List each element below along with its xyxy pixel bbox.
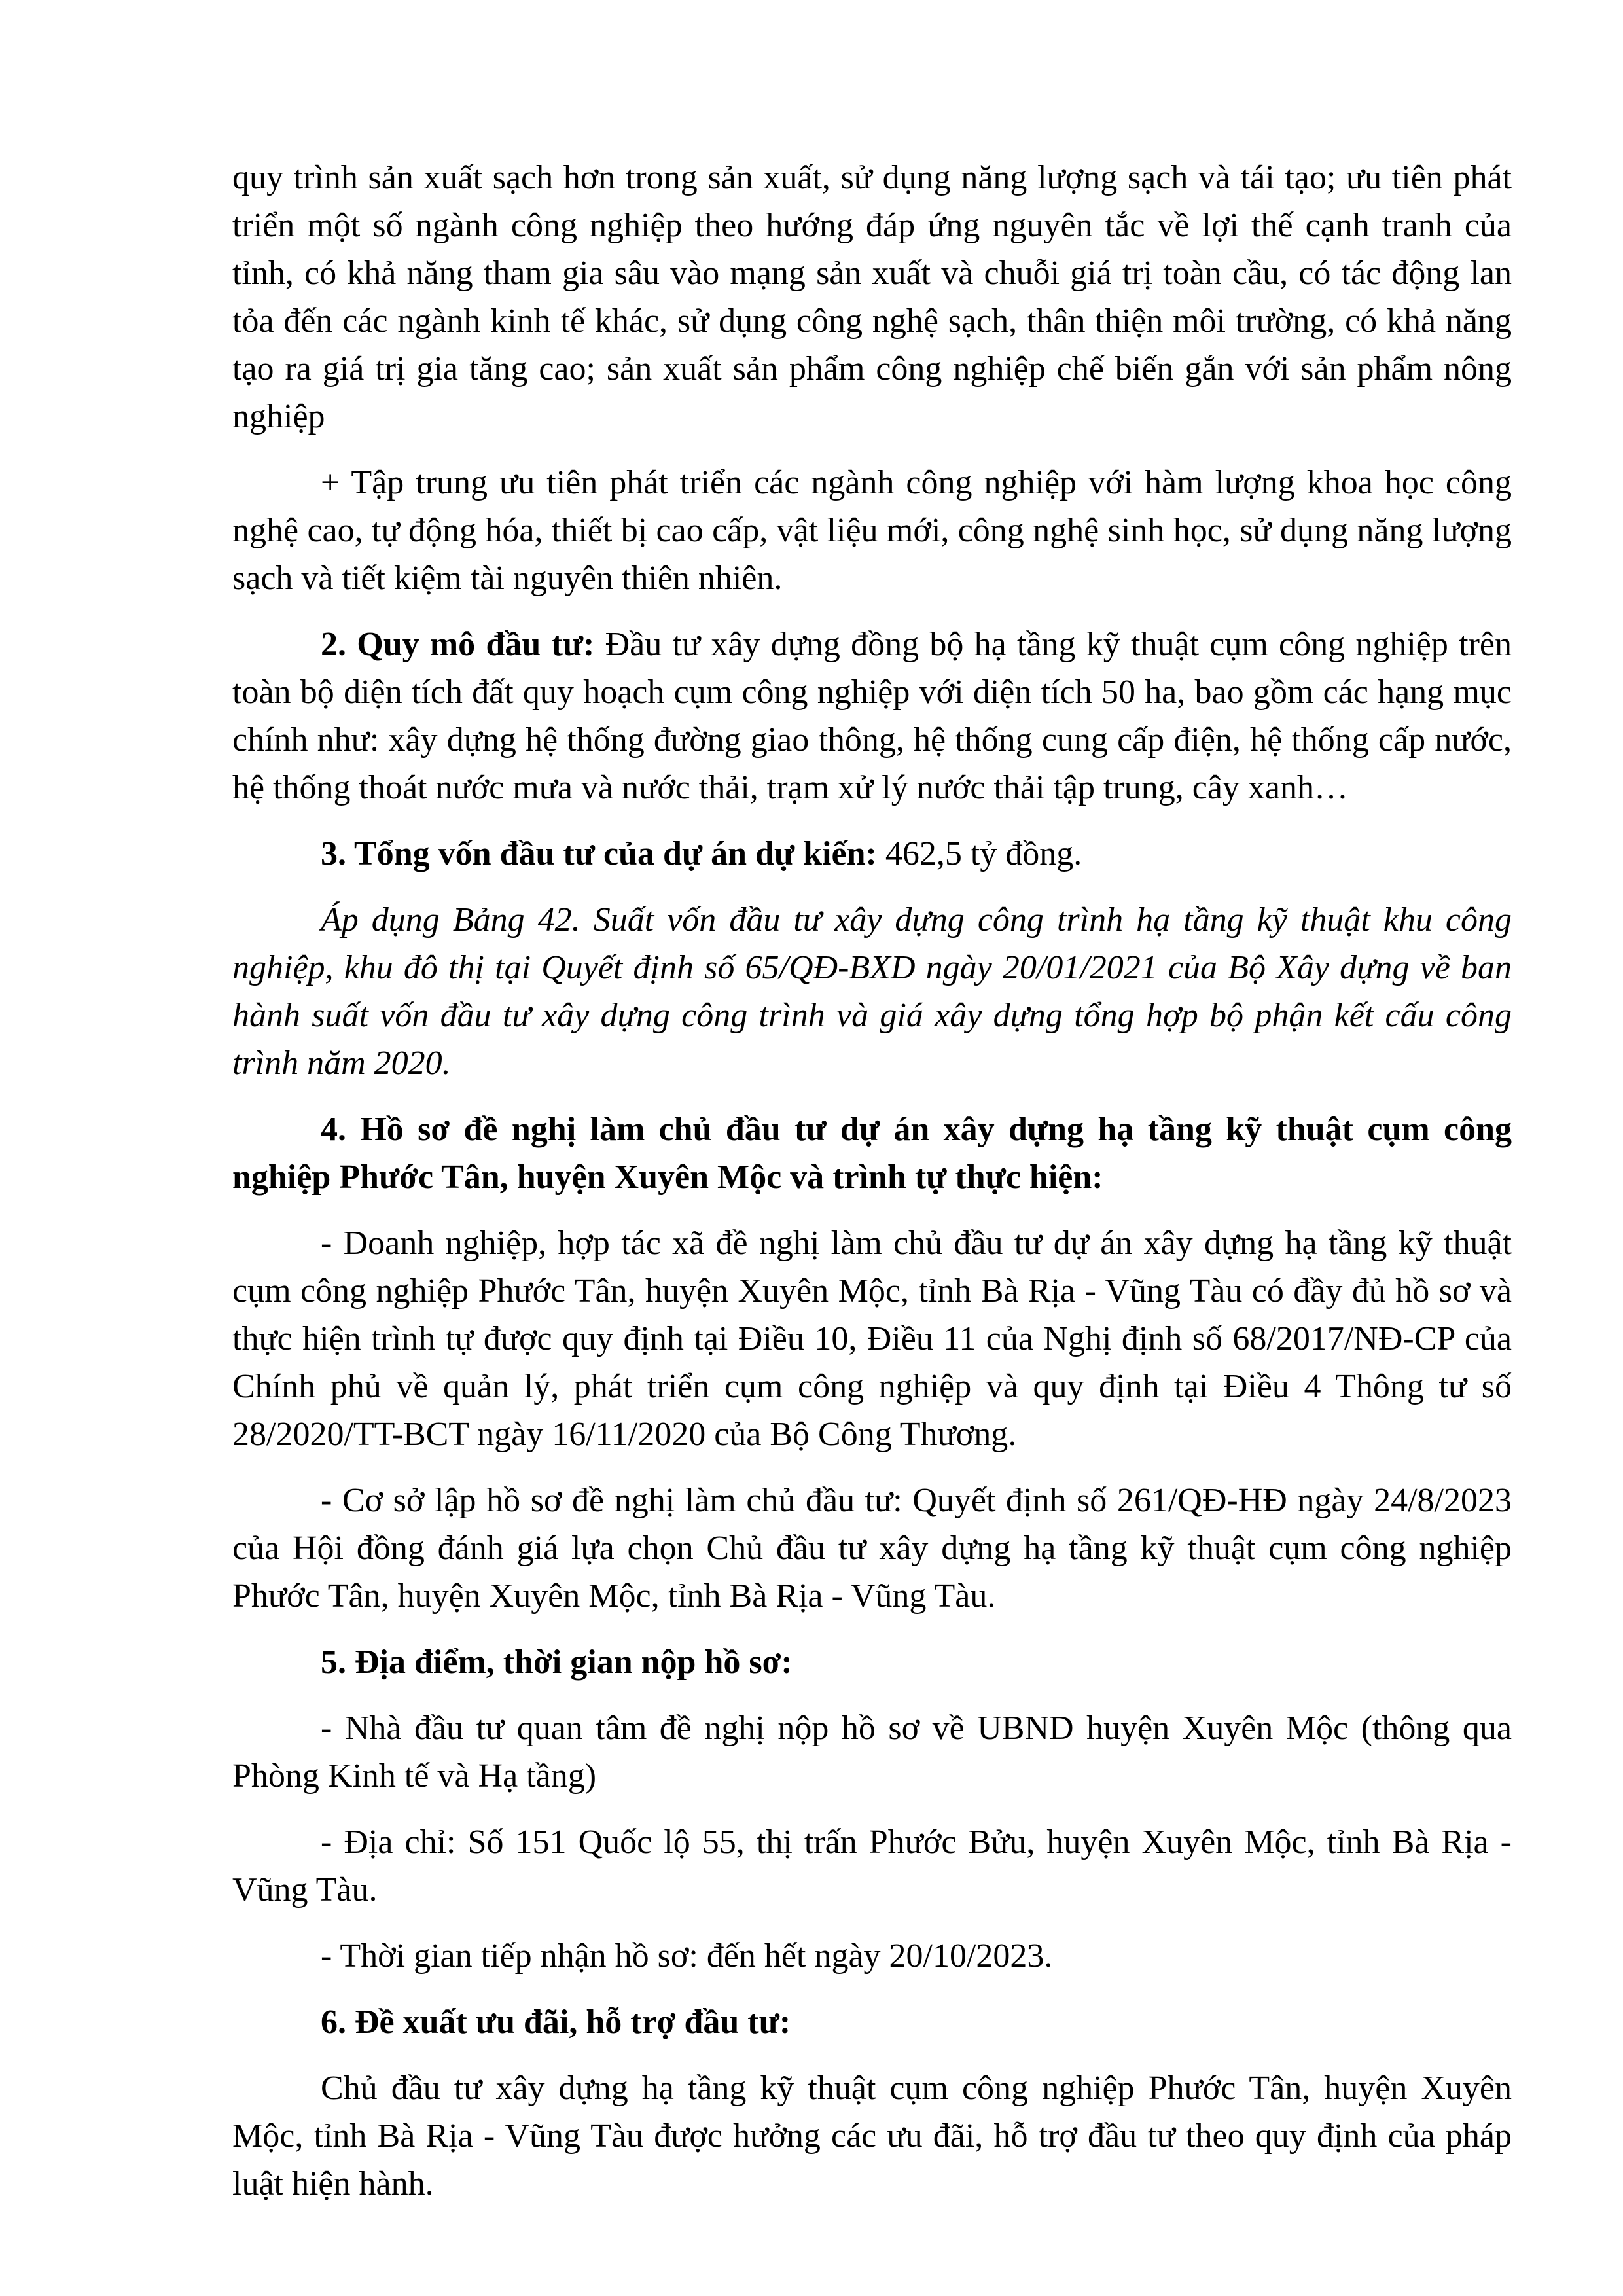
section-4-item-1: - Doanh nghiệp, hợp tác xã đề nghị làm chủ đầu tư dự án xây dựng hạ tầng kỹ thuật cụm công nghiệp Phước Tân, huyện Xuyên Mộc, tỉnh Bà Rịa - Vũng Tàu có đầy đủ hồ sơ và thực hiện trình tự được quy định tại Điều 10, Điều 11 của Nghị định số 68/2017/NĐ-CP của Chính phủ về quản lý, phát triển cụm công nghiệp và quy định tại Điều 4 Thông tư số 28/2020/TT-BCT ngày 16/11/2020 của Bộ Công Thương. bbox=[232, 1225, 1512, 1453]
section-6-heading bbox=[232, 1998, 1512, 2046]
section-5-item-1: - Nhà đầu tư quan tâm đề nghị nộp hồ sơ về UBND huyện Xuyên Mộc (thông qua Phòng Kinh tế và Hạ tầng) bbox=[232, 1710, 1512, 1795]
section-6-heading-text: 6. Đề xuất ưu đãi, hỗ trợ đầu tư: bbox=[321, 2003, 791, 2041]
section-3-text: 462,5 tỷ đồng. bbox=[876, 835, 1082, 872]
section-3-note-text: Áp dụng Bảng 42. Suất vốn đầu tư xây dựng công trình hạ tầng kỹ thuật khu công nghiệp, khu đô thị tại Quyết định số 65/QĐ-BXD ngày 20/01/2021 của Bộ Xây dựng về ban hành suất vốn đầu tư xây dựng công trình và giá xây dựng tổng hợp bộ phận kết cấu công trình năm 2020. bbox=[232, 901, 1512, 1082]
section-3 bbox=[232, 830, 1512, 878]
section-2 bbox=[232, 620, 1512, 812]
section-5-item-3: - Thời gian tiếp nhận hồ sơ: đến hết ngày 20/10/2023. bbox=[321, 1937, 1053, 1975]
section-5-item-2: - Địa chỉ: Số 151 Quốc lộ 55, thị trấn Phước Bửu, huyện Xuyên Mộc, tỉnh Bà Rịa - Vũng Tàu. bbox=[232, 1823, 1512, 1909]
section-3-heading: 3. Tổng vốn đầu tư của dự án dự kiến: bbox=[321, 835, 877, 872]
section-2-text: Đầu tư xây dựng đồng bộ hạ tầng kỹ thuật cụm công nghiệp trên toàn bộ diện tích đất quy hoạch cụm công nghiệp với diện tích 50 ha, bao gồm các hạng mục chính như: xây dựng hệ thống đường giao thông, hệ thống cung cấp điện, hệ thống cấp nước, hệ thống thoát nước mưa và nước thải, trạm xử lý nước thải tập trung, cây xanh… bbox=[232, 626, 1512, 806]
section-3-note bbox=[232, 896, 1512, 1087]
section-4-heading-text: 4. Hồ sơ đề nghị làm chủ đầu tư dự án xây dựng hạ tầng kỹ thuật cụm công nghiệp Phước Tân, huyện Xuyên Mộc và trình tự thực hiện: bbox=[232, 1111, 1512, 1196]
section-4-item-2: - Cơ sở lập hồ sơ đề nghị làm chủ đầu tư: Quyết định số 261/QĐ-HĐ ngày 24/8/2023 của Hội đồng đánh giá lựa chọn Chủ đầu tư xây dựng hạ tầng kỹ thuật cụm công nghiệp Phước Tân, huyện Xuyên Mộc, tỉnh Bà Rịa - Vũng Tàu. bbox=[232, 1482, 1512, 1615]
section-5-heading bbox=[232, 1638, 1512, 1686]
section-5-heading-text: 5. Địa điểm, thời gian nộp hồ sơ: bbox=[321, 1643, 793, 1681]
paragraph-priority: + Tập trung ưu tiên phát triển các ngành công nghiệp với hàm lượng khoa học công nghệ cao, tự động hóa, thiết bị cao cấp, vật liệu mới, công nghệ sinh học, sử dụng năng lượng sạch và tiết kiệm tài nguyên thiên nhiên. bbox=[232, 464, 1512, 597]
document-page bbox=[232, 154, 1512, 2208]
section-2-heading: 2. Quy mô đầu tư: bbox=[321, 626, 595, 663]
section-4-heading bbox=[232, 1105, 1512, 1201]
section-6-text: Chủ đầu tư xây dựng hạ tầng kỹ thuật cụm công nghiệp Phước Tân, huyện Xuyên Mộc, tỉnh Bà Rịa - Vũng Tàu được hưởng các ưu đãi, hỗ trợ đầu tư theo quy định của pháp luật hiện hành. bbox=[232, 2070, 1512, 2202]
paragraph-continuation: quy trình sản xuất sạch hơn trong sản xuất, sử dụng năng lượng sạch và tái tạo; ưu tiên phát triển một số ngành công nghiệp theo hướng đáp ứng nguyên tắc về lợi thế cạnh tranh của tỉnh, có khả năng tham gia sâu vào mạng sản xuất và chuỗi giá trị toàn cầu, có tác động lan tỏa đến các ngành kinh tế khác, sử dụng công nghệ sạch, thân thiện môi trường, có khả năng tạo ra giá trị gia tăng cao; sản xuất sản phẩm công nghiệp chế biến gắn với sản phẩm nông nghiệp bbox=[232, 159, 1512, 435]
